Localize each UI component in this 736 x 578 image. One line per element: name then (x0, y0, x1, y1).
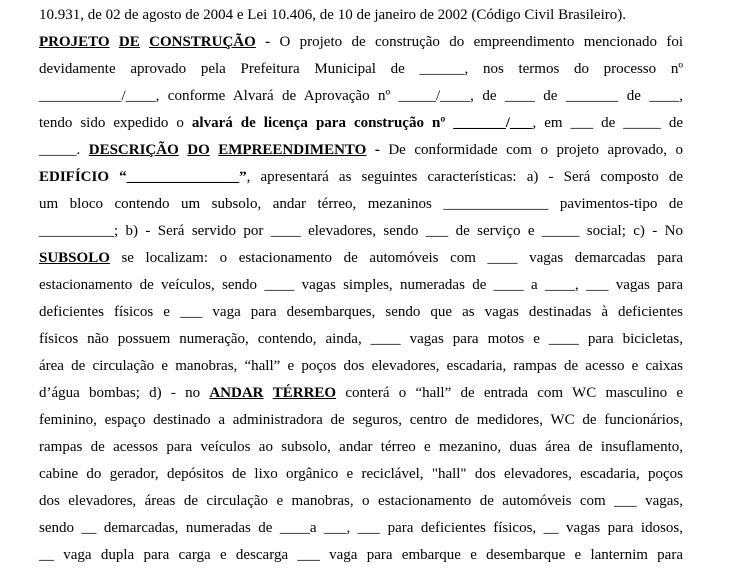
body-text: tendo sido expedido o (39, 115, 192, 131)
body-text: devidamente aprovado pela Prefeitura Municipal de ______, nos termos do processo nº (39, 61, 683, 77)
heading-term: CONSTRUÇÃO (149, 34, 256, 50)
body-text: __________; b) - Será servido por ____ elevadores, sendo ___ de serviço e _____ social; c) - No (39, 223, 683, 239)
body-text: ___________/____, conforme Alvará de Aprovação nº _____/____, de ____ de _______ de ____, (39, 88, 683, 104)
bold-text: - (255, 34, 280, 50)
text-line (39, 248, 683, 268)
text-line (39, 383, 683, 403)
body-text: estacionamento de veículos, sendo ____ vagas simples, numeradas de ____ a ____, ___ vagas para (39, 277, 683, 293)
body-text (140, 34, 149, 50)
text-line (39, 194, 683, 214)
text-line (39, 113, 683, 133)
text-line (39, 221, 683, 241)
body-text: dos elevadores, áreas de circulação e manobras, o estacionamento de automóveis com ___ vagas, (39, 493, 683, 509)
heading-term: DO (187, 142, 210, 158)
text-line (39, 356, 683, 376)
body-text: rampas de acessos para veículos ao subsolo, andar térreo e mezanino, duas área de insuflamento, (39, 439, 683, 455)
text-line (39, 410, 683, 430)
body-text: deficientes físicos e ___ vaga para desembarques, sendo que as vagas destinadas à deficientes (39, 304, 683, 320)
bold-text: EDIFÍCIO “_______________” (39, 169, 247, 185)
body-text: conterá o “hall” de entrada com WC masculino e (336, 385, 684, 401)
bold-text: alvará de licença para construção nº _______/___ (191, 115, 533, 131)
body-text: _____. (39, 142, 89, 158)
bold-text: - (366, 142, 389, 158)
text-line (39, 59, 683, 79)
body-text: um bloco contendo um subsolo, andar térreo, mezaninos ______________ pavimentos-tipo de (39, 196, 683, 212)
text-line (39, 140, 683, 160)
text-line (39, 518, 683, 538)
body-text: , em ___ de _____ de (532, 115, 683, 131)
text-line (39, 329, 683, 349)
text-line (39, 275, 683, 295)
body-text: se localizam: o estacionamento de automóveis com ____ vagas demarcadas para (109, 250, 683, 266)
body-text: d’água bombas; d) - no (39, 385, 210, 401)
body-text (210, 142, 219, 158)
heading-term: DE (118, 34, 140, 50)
body-text: área de circulação e manobras, “hall” e poços dos elevadores, escadaria, rampas de acesso e caixas (39, 358, 683, 374)
body-text: __ vaga dupla para carga e descarga ___ vaga para embarque e desembarque e lanternim para (39, 547, 683, 563)
text-line (39, 5, 683, 25)
body-text (110, 34, 119, 50)
text-line (39, 32, 683, 52)
text-line (39, 464, 683, 484)
heading-term: EMPREENDIMENTO (218, 142, 367, 158)
body-text: , apresentará as seguintes características: a) - Será composto de (246, 169, 684, 185)
heading-term: TÉRREO (272, 385, 337, 401)
heading-term: SUBSOLO (39, 250, 110, 266)
heading-term: ANDAR (209, 385, 264, 401)
body-text (179, 142, 188, 158)
text-line (39, 491, 683, 511)
body-text (264, 385, 273, 401)
heading-term: PROJETO (39, 34, 110, 50)
text-line (39, 545, 683, 565)
body-text: sendo __ demarcadas, numeradas de ____a ___, ___ para deficientes físicos, __ vagas para idosos, (39, 520, 683, 536)
text-line (39, 437, 683, 457)
heading-term: DESCRIÇÃO (88, 142, 179, 158)
body-text: feminino, espaço destinado a administradora de seguros, centro de medidores, WC de funcionários, (39, 412, 683, 428)
body-text: 10.931, de 02 de agosto de 2004 e Lei 10.406, de 10 de janeiro de 2002 (Código Civil Brasileiro). (39, 7, 626, 23)
body-text: De conformidade com o projeto aprovado, o (388, 142, 683, 158)
body-text: O projeto de construção do empreendimento mencionado foi (279, 34, 684, 50)
body-text: físicos não possuem numeração, contendo, ainda, ____ vagas para motos e ____ para bicicletas, (39, 331, 683, 347)
body-text: cabine do gerador, depósitos de lixo orgânico e reciclável, "hall" dos elevadores, escadaria, poços (39, 466, 683, 482)
text-line (39, 86, 683, 106)
text-line (39, 167, 683, 187)
text-line (39, 302, 683, 322)
